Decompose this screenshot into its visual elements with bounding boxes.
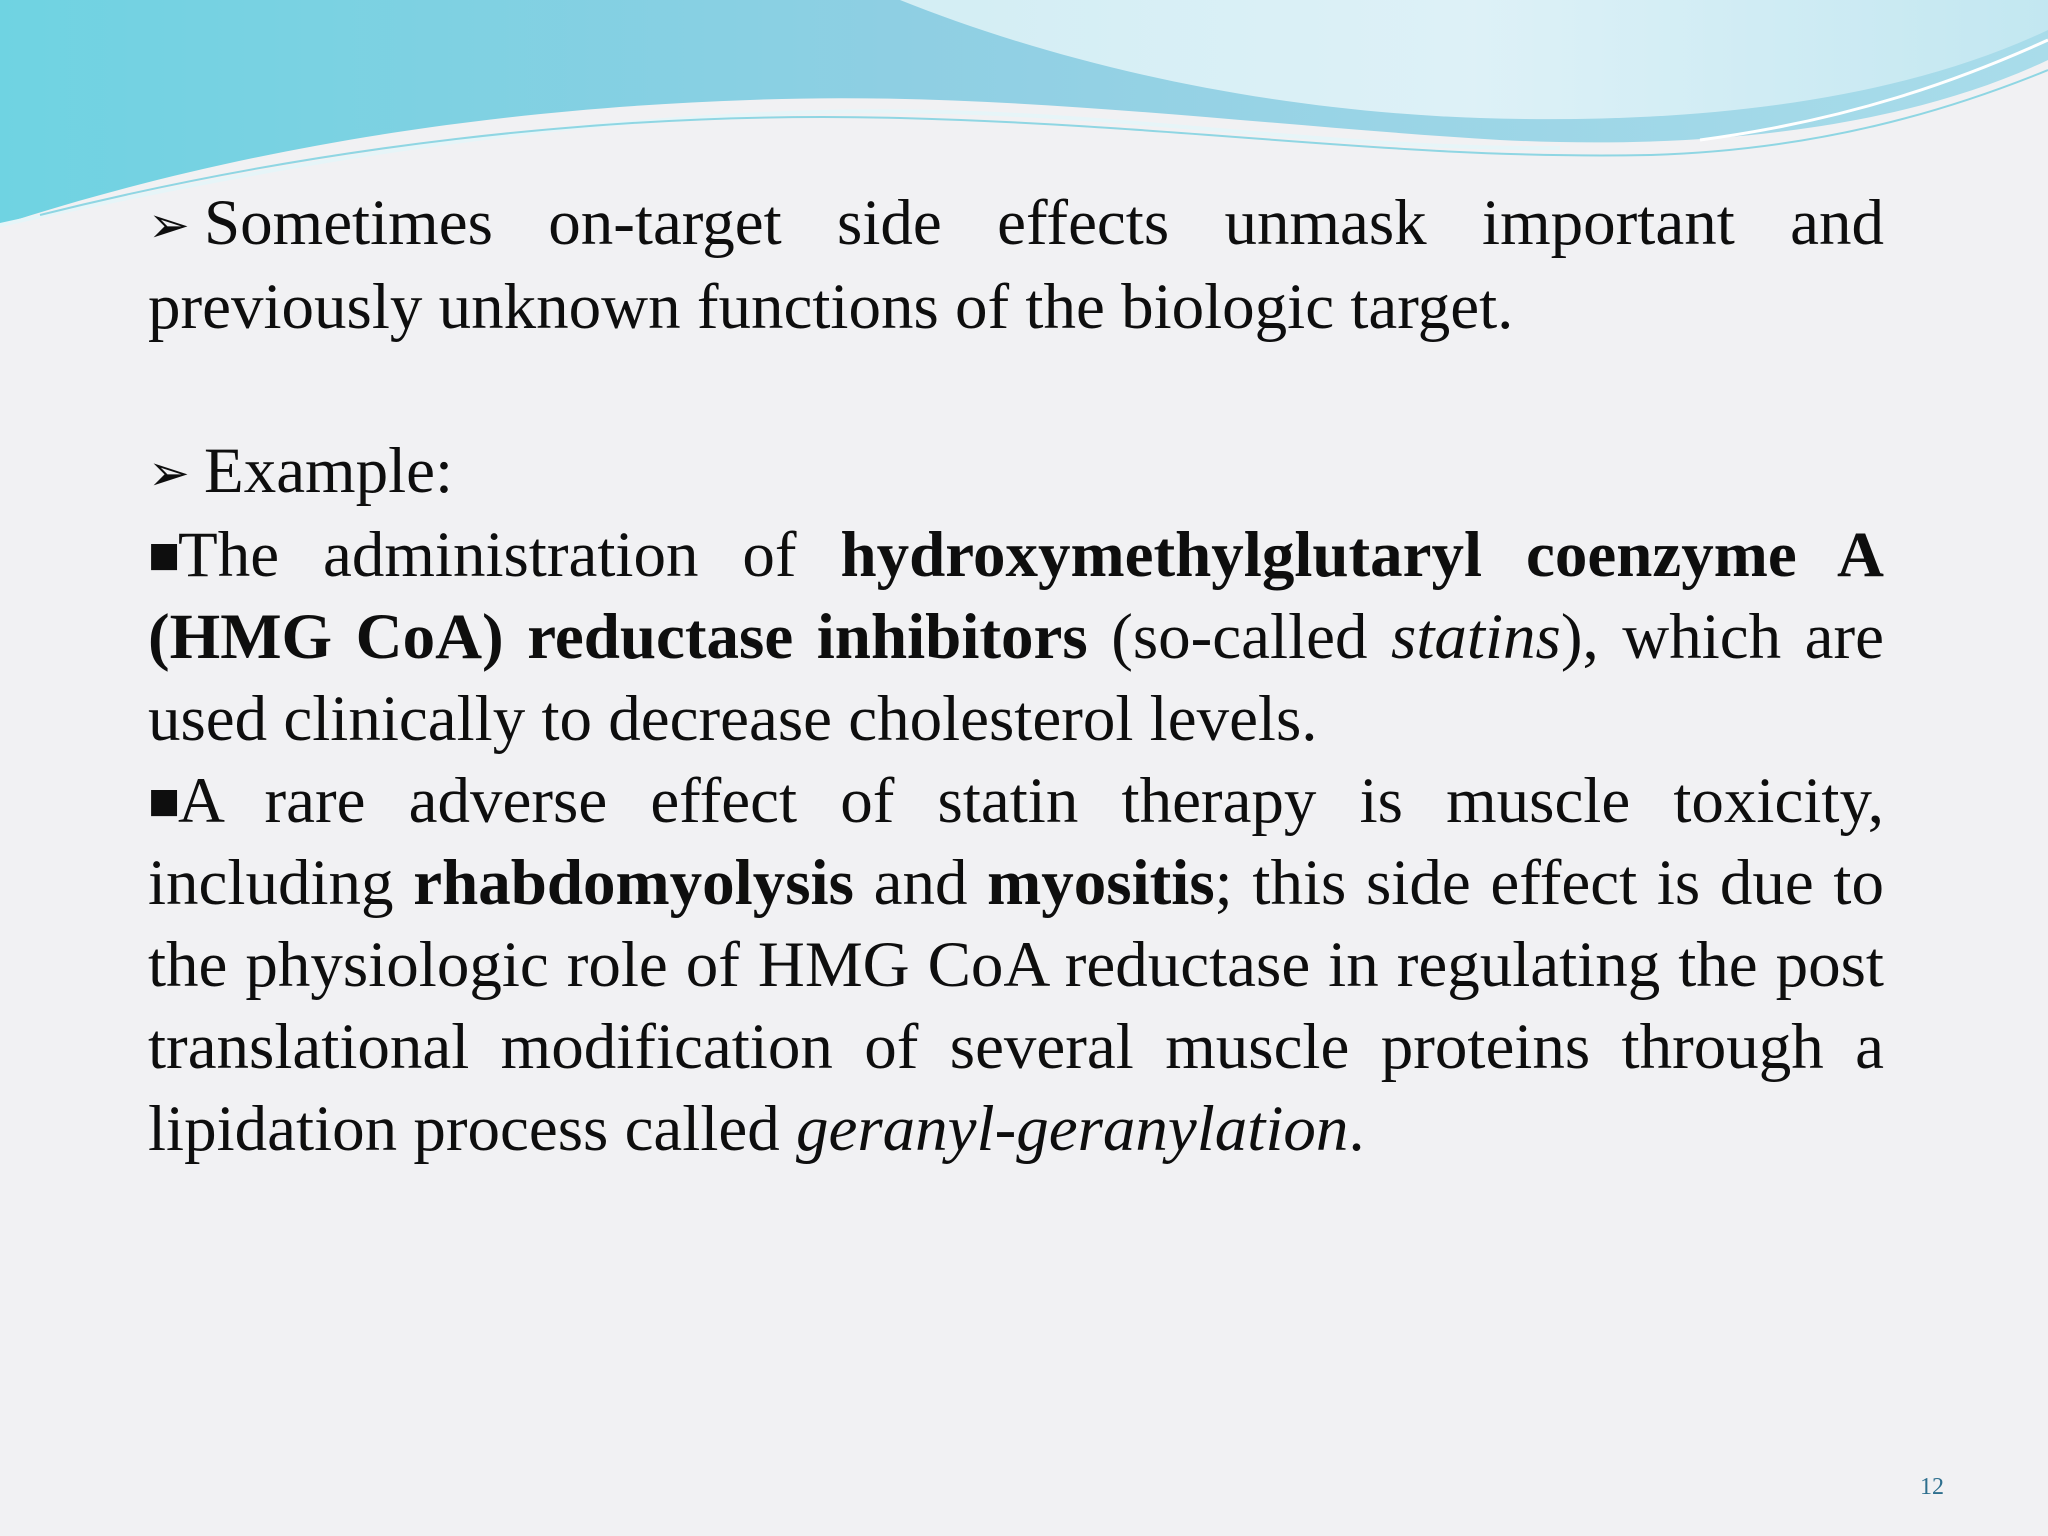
bullet-example <box>148 430 1884 514</box>
square-bullet-icon: ■ <box>148 535 181 575</box>
arrow-bullet-icon: ➢ <box>148 196 190 254</box>
bold-term: myositis <box>987 847 1215 919</box>
spacer <box>148 348 1884 430</box>
text-run: ), which are used clinically to decrease cholesterol levels. <box>148 601 1884 755</box>
text-run: (so-called <box>1087 601 1392 673</box>
text-run: ; this side effect is due to the physiologic role of HMG CoA reductase in regulating the post translational modification of several muscle proteins through a lipidation process called <box>148 847 1884 1165</box>
bullet-on-target-effects <box>148 182 1884 348</box>
sub-bullet-muscle-toxicity <box>148 760 1884 1170</box>
square-bullet-icon: ■ <box>148 781 181 821</box>
arrow-bullet-icon: ➢ <box>148 444 190 502</box>
sub-bullet-statins <box>148 514 1884 760</box>
italic-term: statins <box>1391 601 1561 673</box>
page-number: 12 <box>1920 1474 1944 1500</box>
bold-term: hydroxymethylglutaryl coenzyme A (HMG CoA) reductase inhibitors <box>148 519 1885 673</box>
bold-term: rhabdomyolysis <box>413 847 854 919</box>
italic-term: geranyl-geranylation <box>796 1093 1349 1165</box>
bullet-text: Sometimes on-target side effects unmask important and previously unknown functions of the biologic target. <box>148 187 1884 343</box>
text-run: . <box>1348 1093 1365 1165</box>
slide-content <box>148 182 1884 1170</box>
text-run: A rare adverse effect of statin therapy is muscle toxicity, including <box>148 765 1884 919</box>
text-run: and <box>853 847 988 919</box>
text-run: The administration of <box>178 519 841 591</box>
bullet-text: Example: <box>204 435 454 507</box>
